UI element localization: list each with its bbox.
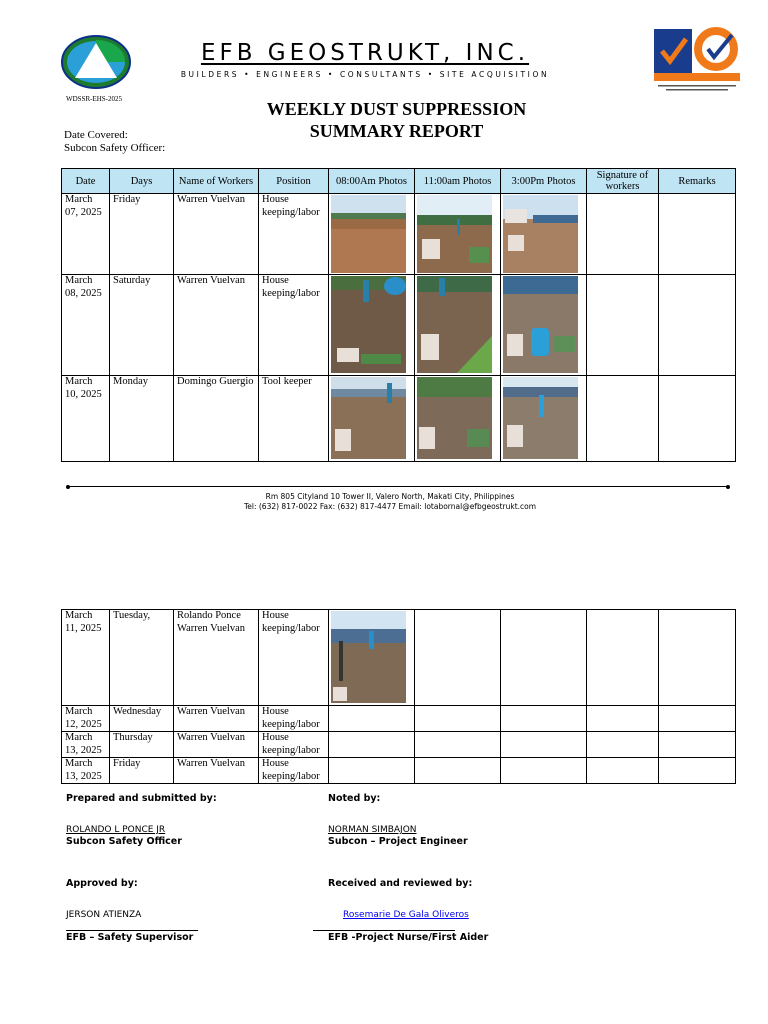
cell-remarks (659, 376, 736, 462)
received-by-name-link[interactable]: Rosemarie De Gala Oliveros (343, 910, 469, 920)
cell-position: Tool keeper (259, 376, 329, 462)
cell-day: Saturday (110, 275, 174, 376)
company-address: Rm 805 Cityland 10 Tower II, Valero North, Makati City, Philippines (265, 492, 515, 501)
cell-date: March 13, 2025 (62, 732, 110, 758)
dust-suppression-table-page2 (61, 609, 736, 784)
table-row (62, 610, 736, 706)
col-header-photo-8am: 08:00Am Photos (329, 169, 415, 194)
received-by-label: Received and reviewed by: (328, 878, 473, 889)
cell-workers: Warren Vuelvan (174, 758, 259, 784)
cell-photo-8am (329, 376, 415, 462)
date-covered-label: Date Covered: (64, 129, 128, 141)
received-by-title: EFB -Project Nurse/First Aider (328, 932, 489, 943)
table-row (62, 758, 736, 784)
cell-remarks (659, 610, 736, 706)
col-header-date: Date (62, 169, 110, 194)
cell-signature (587, 376, 659, 462)
cell-remarks (659, 275, 736, 376)
cell-day: Thursday (110, 732, 174, 758)
table-row (62, 275, 736, 376)
cell-workers: Warren Vuelvan (174, 732, 259, 758)
cell-signature (587, 194, 659, 275)
cell-photo-8am (329, 610, 415, 706)
col-header-signature: Signature of workers (587, 169, 659, 194)
document-code: WDSSR-EHS-2025 (66, 95, 123, 103)
company-name: EFB GEOSTRUKT, INC. (200, 40, 530, 66)
approved-by-name: JERSON ATIENZA (66, 910, 142, 920)
cell-workers: Rolando Ponce Warren Vuelvan (174, 610, 259, 706)
site-photo-image (417, 276, 492, 373)
cell-photo-3pm (501, 275, 587, 376)
noted-by-label: Noted by: (328, 793, 381, 804)
col-header-remarks: Remarks (659, 169, 736, 194)
col-header-photo-3pm: 3:00Pm Photos (501, 169, 587, 194)
report-title-line2: SUMMARY REPORT (309, 121, 484, 141)
signature-line (66, 930, 198, 931)
footer-divider (68, 486, 728, 487)
cell-day: Friday (110, 194, 174, 275)
prepared-by-name: ROLANDO L PONCE JR (66, 825, 166, 835)
cell-position: House keeping/labor (259, 610, 329, 706)
table-row (62, 194, 736, 275)
site-photo-image (417, 195, 492, 273)
cell-position: House keeping/labor (259, 732, 329, 758)
cell-day: Monday (110, 376, 174, 462)
prepared-by-title: Subcon Safety Officer (66, 836, 182, 847)
cell-photo-8am (329, 275, 415, 376)
cell-workers: Domingo Guergio (174, 376, 259, 462)
cell-photo-11am (415, 194, 501, 275)
site-photo-image (331, 611, 406, 703)
cell-date: March 08, 2025 (62, 275, 110, 376)
cell-position: House keeping/labor (259, 194, 329, 275)
site-photo-image (331, 377, 406, 459)
cell-date: March 10, 2025 (62, 376, 110, 462)
site-photo-image (417, 377, 492, 459)
noted-by-title: Subcon – Project Engineer (328, 836, 468, 847)
cell-workers: Warren Vuelvan (174, 706, 259, 732)
table-row (62, 376, 736, 462)
site-photo-image (331, 276, 406, 373)
approved-by-label: Approved by: (66, 878, 138, 889)
table-row (62, 732, 736, 758)
col-header-position: Position (259, 169, 329, 194)
col-header-workers: Name of Workers (174, 169, 259, 194)
cell-workers: Warren Vuelvan (174, 194, 259, 275)
cell-photo-11am (415, 610, 501, 706)
dust-suppression-table-page1 (61, 168, 736, 462)
site-photo-image (503, 195, 578, 273)
cell-photo-3pm (501, 194, 587, 275)
cell-position: House keeping/labor (259, 706, 329, 732)
cell-remarks (659, 194, 736, 275)
cell-photo-11am (415, 376, 501, 462)
cell-workers: Warren Vuelvan (174, 275, 259, 376)
cell-position: House keeping/labor (259, 758, 329, 784)
certification-logo-icon (652, 27, 742, 93)
site-photo-image (503, 377, 578, 459)
subcon-officer-label: Subcon Safety Officer: (64, 142, 166, 154)
cell-date: March 12, 2025 (62, 706, 110, 732)
cell-day: Friday (110, 758, 174, 784)
company-tagline: BUILDERS • ENGINEERS • CONSULTANTS • SITE ACQUISITION (180, 70, 550, 79)
cell-position: House keeping/labor (259, 275, 329, 376)
cell-signature (587, 275, 659, 376)
col-header-days: Days (110, 169, 174, 194)
prepared-by-label: Prepared and submitted by: (66, 793, 217, 804)
divider-dot (726, 485, 730, 489)
cell-photo-11am (415, 275, 501, 376)
col-header-photo-11am: 11:00am Photos (415, 169, 501, 194)
cell-date: March 07, 2025 (62, 194, 110, 275)
cell-photo-8am (329, 194, 415, 275)
company-logo-icon (60, 34, 132, 90)
cell-day: Wednesday (110, 706, 174, 732)
cell-photo-3pm (501, 376, 587, 462)
cell-date: March 11, 2025 (62, 610, 110, 706)
site-photo-image (331, 195, 406, 273)
cell-day: Tuesday, (110, 610, 174, 706)
table-row (62, 706, 736, 732)
site-photo-image (503, 276, 578, 373)
approved-by-title: EFB – Safety Supervisor (66, 932, 194, 943)
cell-photo-3pm (501, 610, 587, 706)
company-contacts: Tel: (632) 817-0022 Fax: (632) 817-4477 Email: lotabornal@efbgeostrukt.com (243, 502, 537, 511)
report-title-line1: WEEKLY DUST SUPPRESSION (266, 99, 527, 119)
cell-signature (587, 610, 659, 706)
noted-by-name: NORMAN SIMBAJON (328, 825, 417, 835)
divider-dot (66, 485, 70, 489)
cell-date: March 13, 2025 (62, 758, 110, 784)
signature-line (313, 930, 455, 931)
